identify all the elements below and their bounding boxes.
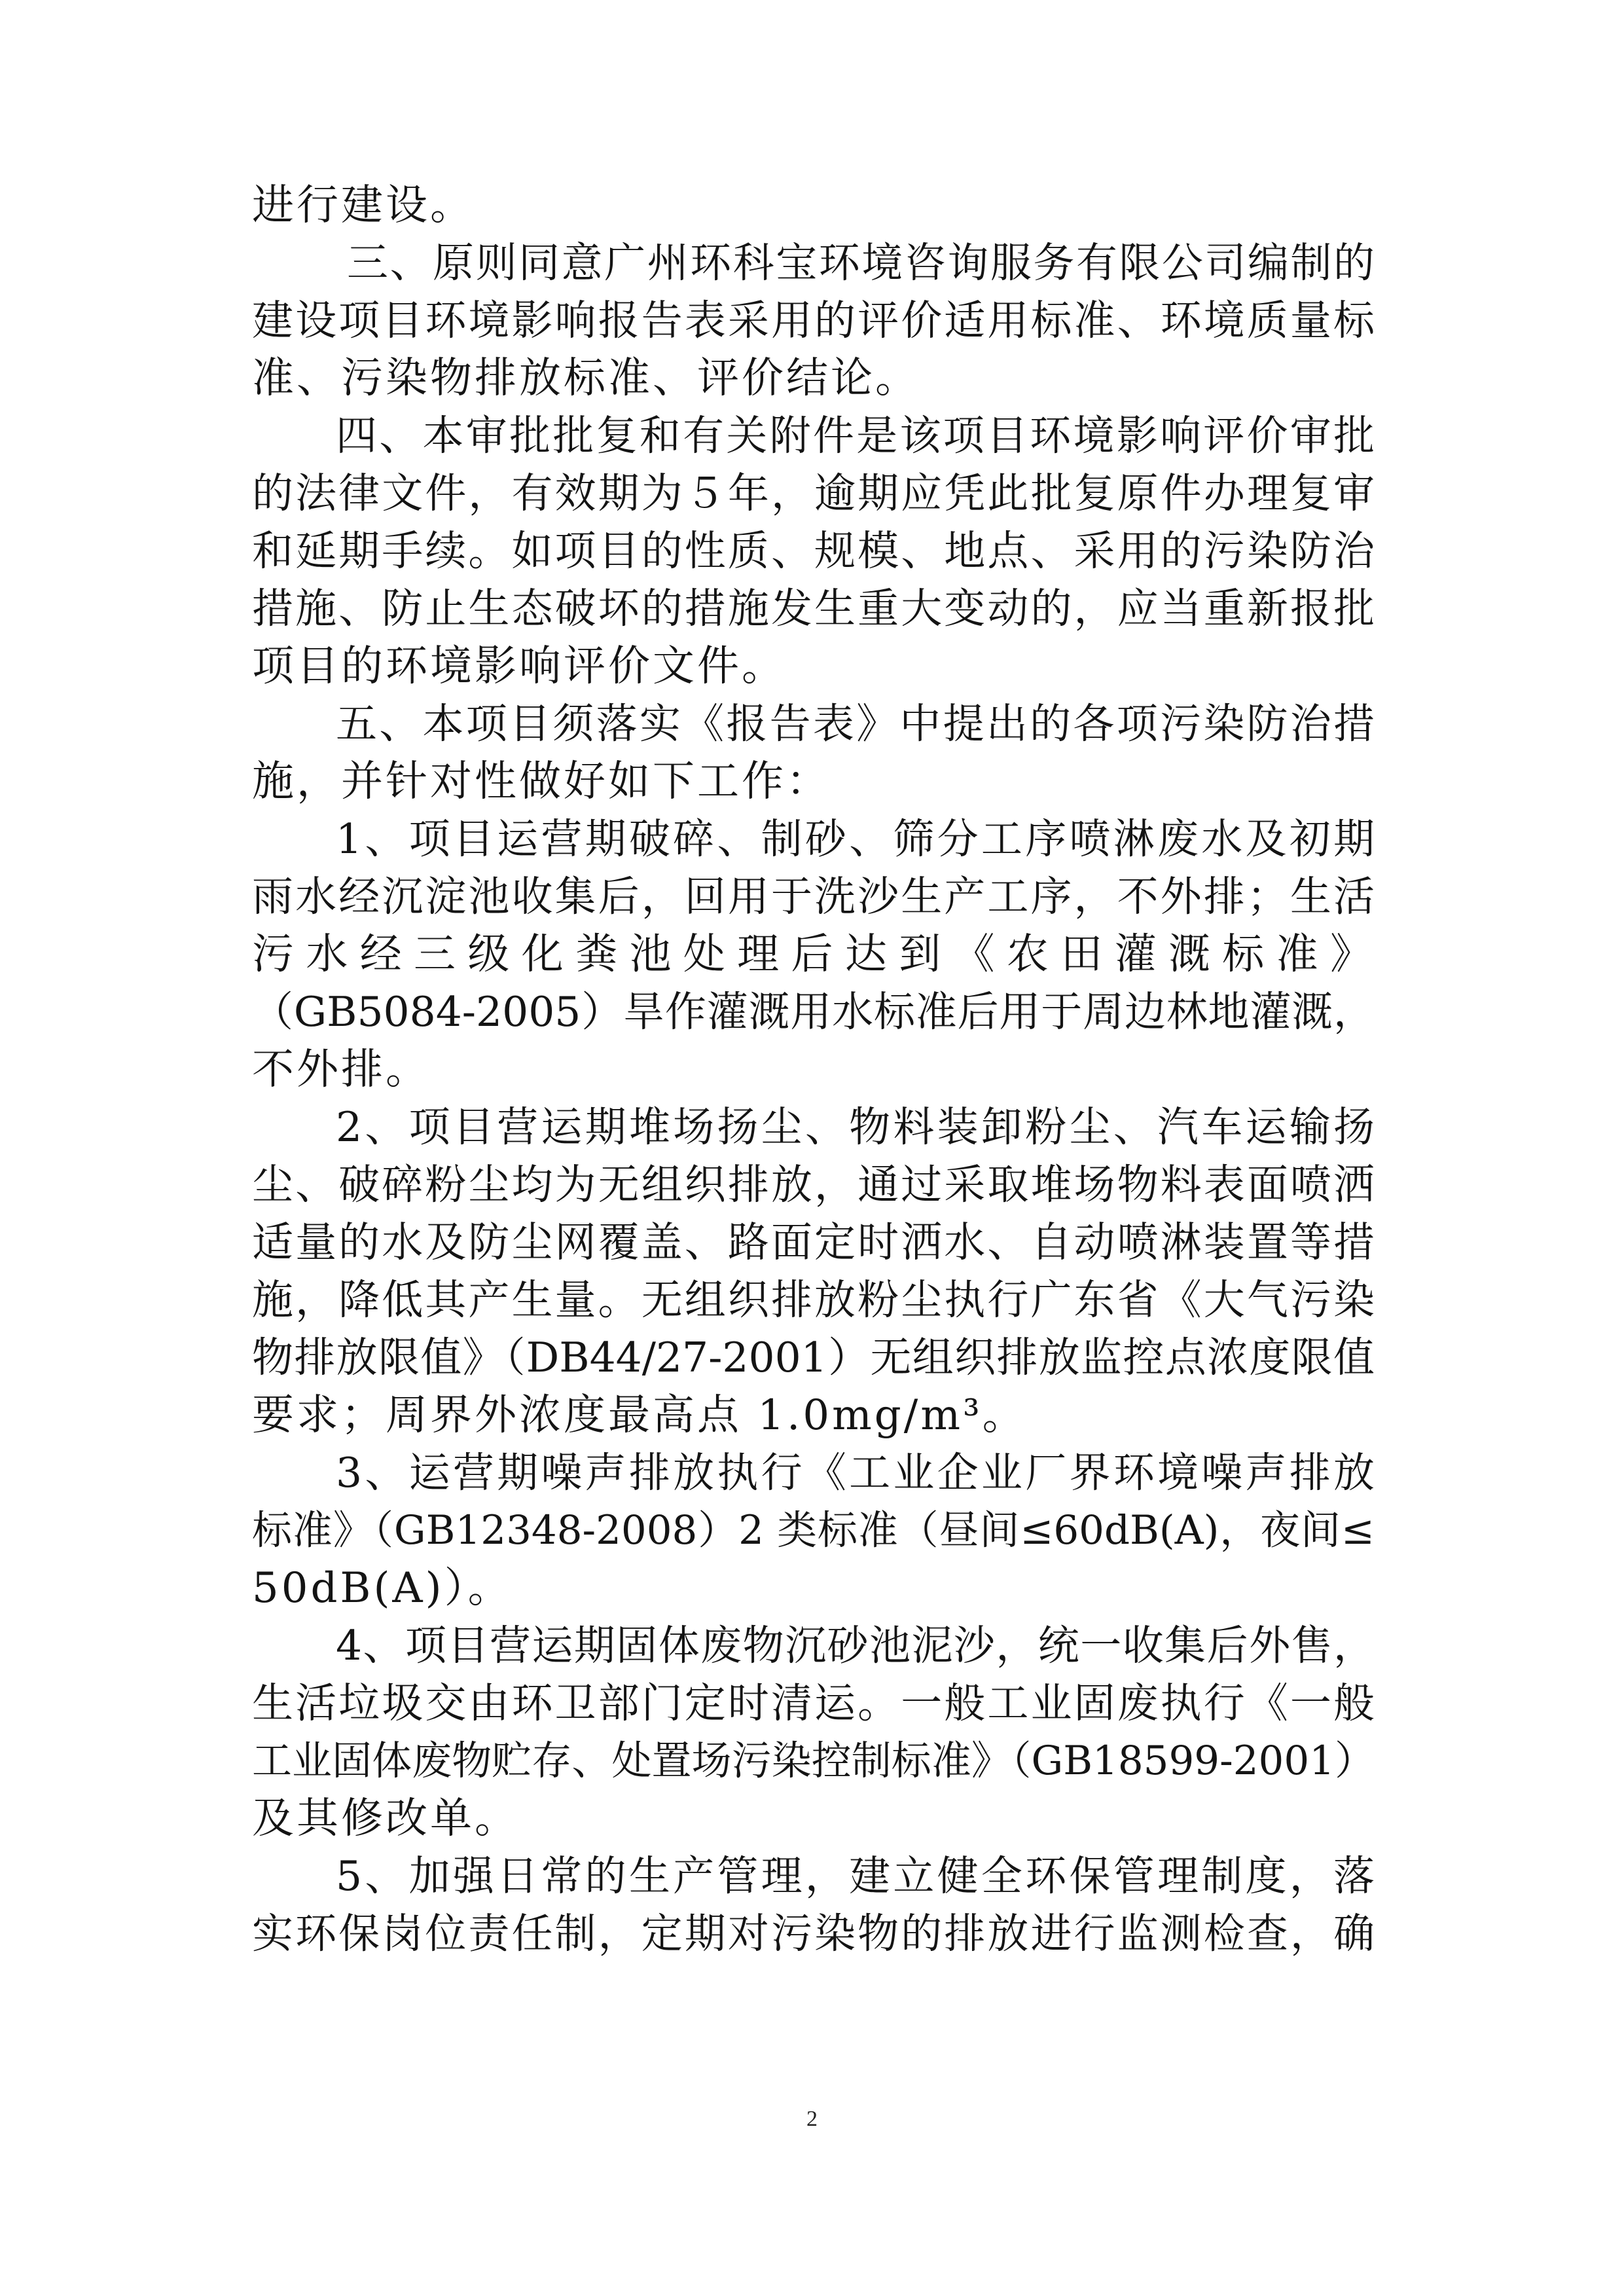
text-line: 措施、防止生态破坏的措施发生重大变动的，应当重新报批	[252, 585, 1375, 632]
text-line: 1、项目运营期破碎、制砂、筛分工序喷淋废水及初期	[336, 815, 1375, 863]
text-line: 污水经三级化粪池处理后达到《农田灌溉标准》	[252, 930, 1375, 979]
text-line: 不外排。	[252, 1046, 430, 1094]
text-line: 三、原则同意广州环科宝环境咨询服务有限公司编制的	[347, 239, 1375, 287]
text-line: 标准》（GB12348-2008）2 类标准（昼间≤60dB(A)，夜间≤	[252, 1507, 1375, 1554]
text-line: 尘、破碎粉尘均为无组织排放，通过采取堆场物料表面喷洒	[252, 1161, 1375, 1209]
text-line: 准、污染物排放标准、评价结论。	[252, 354, 920, 403]
text-line: 物排放限值》（DB44/27-2001）无组织排放监控点浓度限值	[252, 1334, 1375, 1381]
text-line: 要求；周界外浓度最高点 1.0mg/m³。	[252, 1391, 1027, 1440]
text-line: 进行建设。	[252, 181, 475, 230]
text-line: 施，并针对性做好如下工作：	[252, 757, 831, 806]
text-line: 的法律文件，有效期为５年，逾期应凭此批复原件办理复审	[252, 469, 1375, 517]
text-line: 50dB(A)）。	[252, 1564, 513, 1613]
text-line: 实环保岗位责任制，定期对污染物的排放进行监测检查，确	[252, 1910, 1375, 1958]
text-line: 适量的水及防尘网覆盖、路面定时洒水、自动喷淋装置等措	[252, 1218, 1375, 1266]
text-line: 5、加强日常的生产管理，建立健全环保管理制度，落	[336, 1852, 1375, 1900]
text-line: 工业固体废物贮存、处置场污染控制标准》（GB18599-2001）	[252, 1738, 1375, 1784]
text-line: 四、本审批批复和有关附件是该项目环境影响评价审批	[336, 412, 1375, 460]
text-line: 建设项目环境影响报告表采用的评价适用标准、环境质量标	[252, 297, 1375, 344]
text-line: 施，降低其产生量。无组织排放粉尘执行广东省《大气污染	[252, 1276, 1375, 1324]
text-line: 和延期手续。如项目的性质、规模、地点、采用的污染防治	[252, 527, 1375, 575]
text-line: 雨水经沉淀池收集后，回用于洗沙生产工序，不外排；生活	[252, 873, 1375, 920]
text-line: 五、本项目须落实《报告表》中提出的各项污染防治措	[336, 700, 1375, 748]
text-line: 及其修改单。	[252, 1795, 519, 1843]
text-line: 3、运营期噪声排放执行《工业企业厂界环境噪声排放	[336, 1449, 1375, 1497]
text-line: 生活垃圾交由环卫部门定时清运。一般工业固废执行《一般	[252, 1679, 1375, 1727]
page-number: 2	[806, 2107, 818, 2131]
text-line: 4、项目营运期固体废物沉砂池泥沙，统一收集后外售，	[336, 1622, 1375, 1669]
text-line: （GB5084-2005）旱作灌溉用水标准后用于周边林地灌溉，	[252, 988, 1375, 1036]
text-line: 项目的环境影响评价文件。	[252, 642, 786, 691]
text-line: 2、项目营运期堆场扬尘、物料装卸粉尘、汽车运输扬	[336, 1103, 1375, 1151]
document-body	[252, 177, 1375, 1963]
